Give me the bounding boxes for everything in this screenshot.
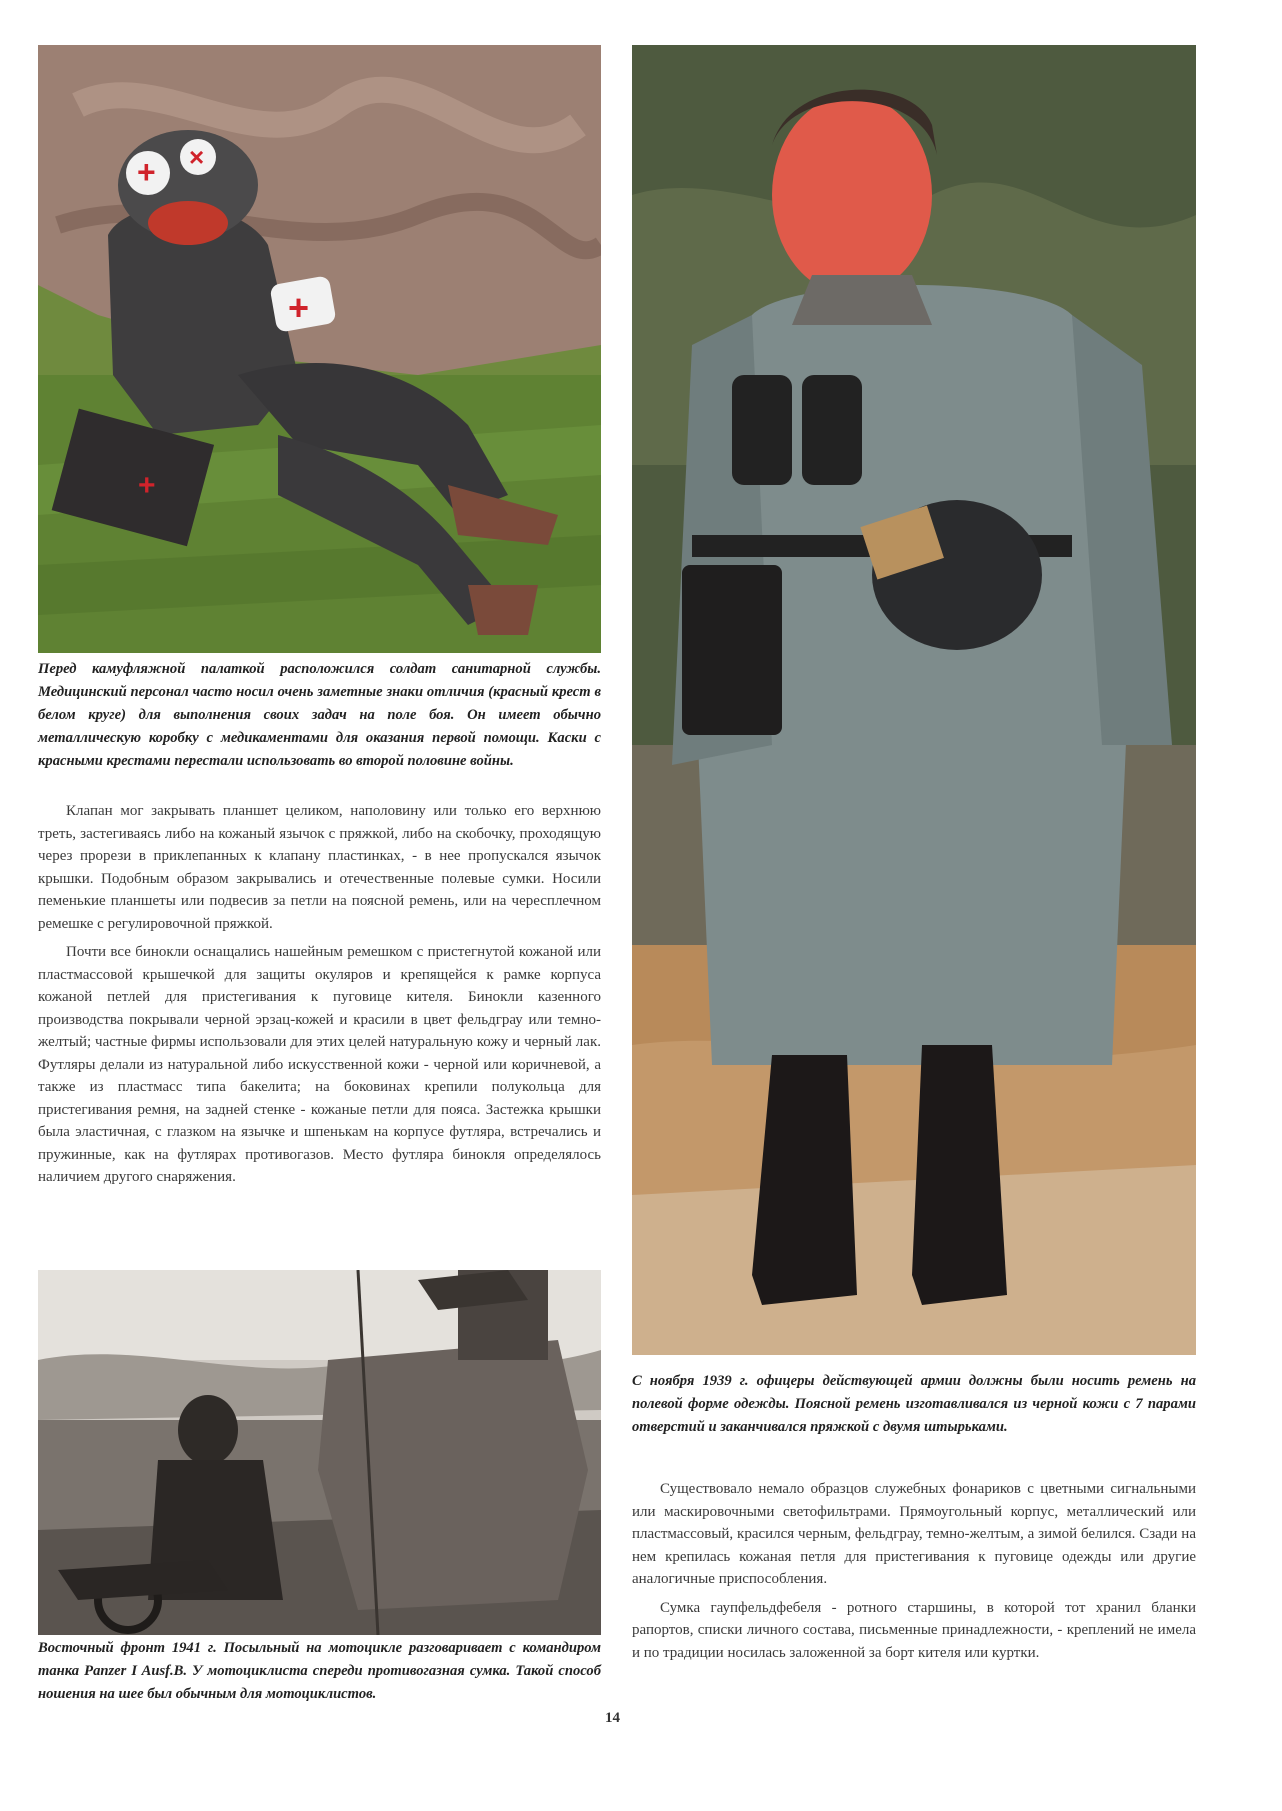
left-column-text (38, 800, 601, 1189)
paragraph: Почти все бинокли оснащались нашейным ремешком с пристегнутой кожаной или пластмассовой крышечкой для защиты окуляров и крепящейся к рамке корпуса кожаной петлей для пристегивания к пуговице кителя. Бинокли казенного производства покрывали черной эрзац-кожей и красили в цвет фельдграу или темно-желтый; частные фирмы использовали для этих целей натуральную кожу и черный лак. Футляры делали из натуральной либо искусственной кожи - черной или коричневой, а также из пластмасс типа бакелита; на боковинах крепили полукольца для пристегивания ремня, на задней стенке - кожаные петли для пояса. Застежка крышки была эластичная, с глазком на язычке и шпенькам на корпусе футляра, встречались и пружинные, как на футлярах противогазов. Место футляра бинокля определялось наличием другого снаряжения. (38, 944, 601, 1185)
svg-text:+: + (288, 287, 310, 328)
paragraph: Существовало немало образцов служебных фонариков с цветными сигнальными или маскировочными светофильтрами. Прямоугольный корпус, металлический или пластмассовый, красился черным, фельдграу, темно-желтым, а зимой белился. Сзади на нем крепилась кожаная петля для пристегивания к пуговице одежды или другие аналогичные приспособления. (632, 1481, 1196, 1587)
svg-text:+: + (137, 154, 156, 190)
officer-caption: С ноября 1939 г. офицеры действующей армии должны были носить ремень на полевой форме одежды. Поясной ремень изготавливался из черной кожи с 7 парами отверстий и заканчивался пряжкой с двумя штырьками. (632, 1373, 1196, 1435)
right-column-text (632, 1478, 1196, 1664)
paragraph: Сумка гаупфельдфебеля - ротного старшины, в которой тот хранил бланки рапортов, списки личного состава, письменные принадлежности, - креплений не имела и по традиции носилась заложенной за борт кителя или куртки. (632, 1599, 1196, 1661)
medic-photo (38, 45, 601, 653)
svg-text:+: + (138, 469, 156, 502)
officer-photo (632, 45, 1196, 1355)
paragraph: Клапан мог закрывать планшет целиком, наполовину или только его верхнюю треть, застегиваясь либо на кожаный язычок с пряжкой, либо на скобочку, проходящую через прорези в приклепанных к клапану пластинках, - в нее пропускался язычок крышки. Подобным образом закрывались и отечественные полевые сумки. Носили пеменькие планшеты или подвесив за петли на поясной ремень, или на чересплечном ремешке с регулировочной пряжкой. (38, 803, 601, 932)
eastern-front-caption: Восточный фронт 1941 г. Посыльный на мотоцикле разговаривает с командиром танка Panzer I Ausf.B. У мотоциклиста спереди противогазная сумка. Такой способ ношения на шее был обычным для мотоциклистов. (38, 1640, 601, 1702)
page-number: 14 (605, 1710, 620, 1726)
svg-text:×: × (189, 142, 205, 172)
eastern-front-photo (38, 1270, 601, 1635)
medic-caption: Перед камуфляжной палаткой расположился солдат санитарной службы. Медицинский персонал часто носил очень заметные знаки отличия (красный крест в белом круге) для выполнения своих задач на поле боя. Он имеет обычно металлическую коробку с медикаментами для оказания первой помощи. Каски с красными крестами перестали использовать во второй половине войны. (38, 661, 601, 769)
